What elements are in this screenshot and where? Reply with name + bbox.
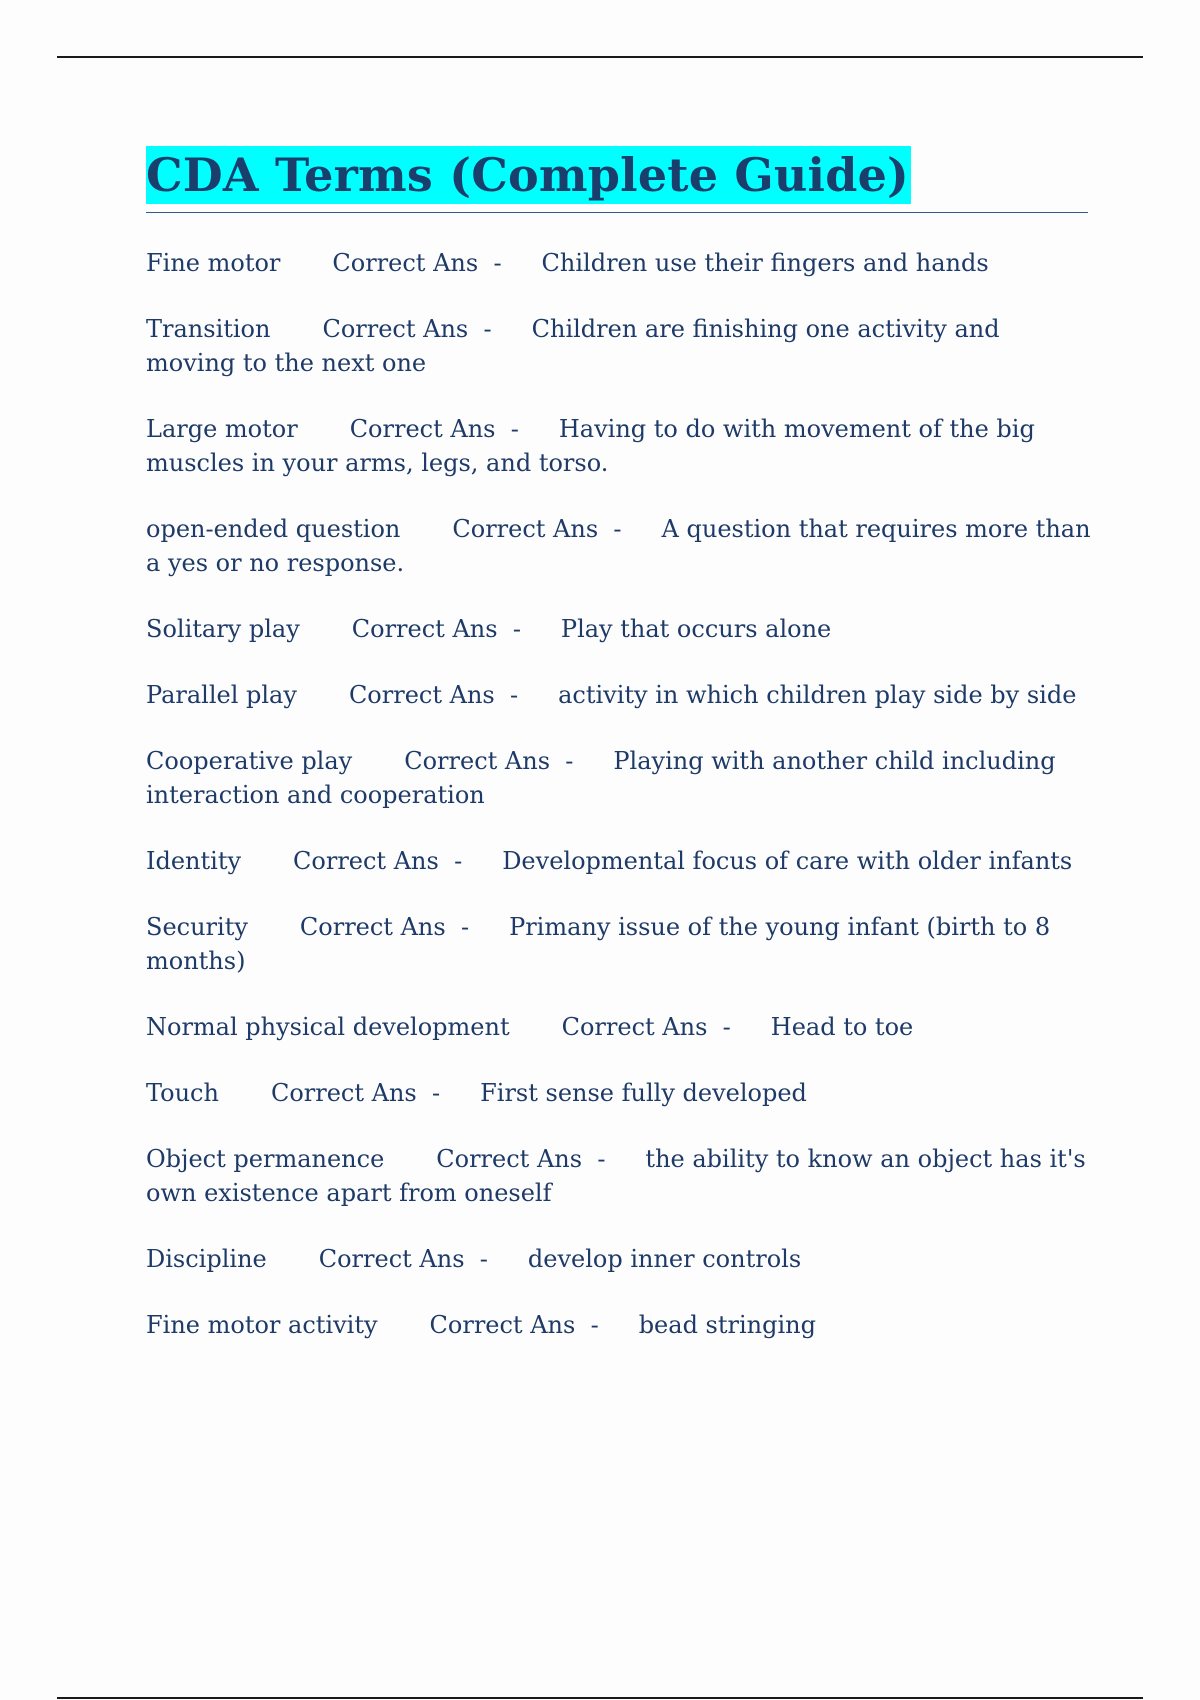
list-item [146, 1076, 1096, 1110]
answer: Children use their fingers and hands [541, 249, 989, 277]
answer-label: Correct Ans [322, 315, 469, 343]
list-item [146, 612, 1096, 646]
answer-label: Correct Ans [429, 1311, 576, 1339]
separator: - [460, 913, 470, 941]
separator: - [613, 515, 622, 543]
separator: - [509, 681, 519, 709]
list-item [146, 1308, 1096, 1342]
answer-label: Correct Ans [452, 515, 599, 543]
answer-label: Correct Ans [299, 913, 446, 941]
list-item [146, 312, 1096, 380]
answer: Head to toe [770, 1013, 914, 1041]
list-item [146, 512, 1096, 580]
term: Fine motor [146, 249, 281, 277]
answer-label: Correct Ans [332, 249, 479, 277]
list-item [146, 412, 1096, 480]
answer: Developmental focus of care with older infants [502, 847, 1073, 875]
answer: Playing with another child including interaction and cooperation [146, 747, 1056, 809]
term: Large motor [146, 415, 298, 443]
list-item [146, 1242, 1096, 1276]
term: Object permanence [146, 1145, 385, 1173]
term: Discipline [146, 1245, 267, 1273]
term: Identity [146, 847, 242, 875]
answer-label: Correct Ans [436, 1145, 583, 1173]
list-item [146, 246, 1096, 280]
list-item [146, 1010, 1096, 1044]
term: Transition [146, 315, 271, 343]
answer: Having to do with movement of the big muscles in your arms, legs, and torso. [146, 415, 1035, 477]
answer-label: Correct Ans [349, 415, 496, 443]
top-rule [57, 56, 1143, 58]
answer-label: Correct Ans [348, 681, 495, 709]
answer-label: Correct Ans [270, 1079, 417, 1107]
answer-label: Correct Ans [351, 615, 498, 643]
answer: the ability to know an object has it's own existence apart from oneself [146, 1145, 1086, 1207]
title-block [146, 146, 1088, 213]
answer: bead stringing [638, 1311, 816, 1339]
separator: - [565, 747, 574, 775]
separator: - [510, 415, 519, 443]
term: Normal physical development [146, 1013, 510, 1041]
term: Parallel play [146, 681, 297, 709]
list-item [146, 1142, 1096, 1210]
separator: - [454, 847, 463, 875]
answer: Primany issue of the young infant (birth to 8 months) [146, 913, 1051, 975]
page-title: CDA Terms (Complete Guide) [146, 148, 910, 202]
answer: First sense fully developed [480, 1079, 807, 1107]
bottom-rule [57, 1697, 1143, 1699]
term: open-ended question [146, 515, 401, 543]
answer-label: Correct Ans [561, 1013, 708, 1041]
separator: - [479, 1245, 488, 1273]
answer: Children are finishing one activity and moving to the next one [146, 315, 1000, 377]
separator: - [483, 315, 492, 343]
answer: activity in which children play side by side [558, 681, 1077, 709]
terms-list [146, 246, 1096, 1374]
separator: - [432, 1079, 441, 1107]
list-item [146, 910, 1096, 978]
answer-label: Correct Ans [293, 847, 439, 875]
separator: - [590, 1311, 599, 1339]
answer-label: Correct Ans [318, 1245, 465, 1273]
list-item [146, 844, 1096, 878]
term: Solitary play [146, 615, 300, 643]
answer: A question that requires more than a yes or no response. [146, 515, 1091, 577]
separator: - [597, 1145, 606, 1173]
answer: Play that occurs alone [560, 615, 832, 643]
term: Touch [146, 1079, 219, 1107]
term: Fine motor activity [146, 1311, 378, 1339]
answer-label: Correct Ans [404, 747, 551, 775]
list-item [146, 678, 1096, 712]
separator: - [493, 249, 502, 277]
answer: develop inner controls [527, 1245, 802, 1273]
term: Security [146, 913, 248, 941]
separator: - [512, 615, 521, 643]
separator: - [722, 1013, 731, 1041]
list-item [146, 744, 1096, 812]
term: Cooperative play [146, 747, 353, 775]
